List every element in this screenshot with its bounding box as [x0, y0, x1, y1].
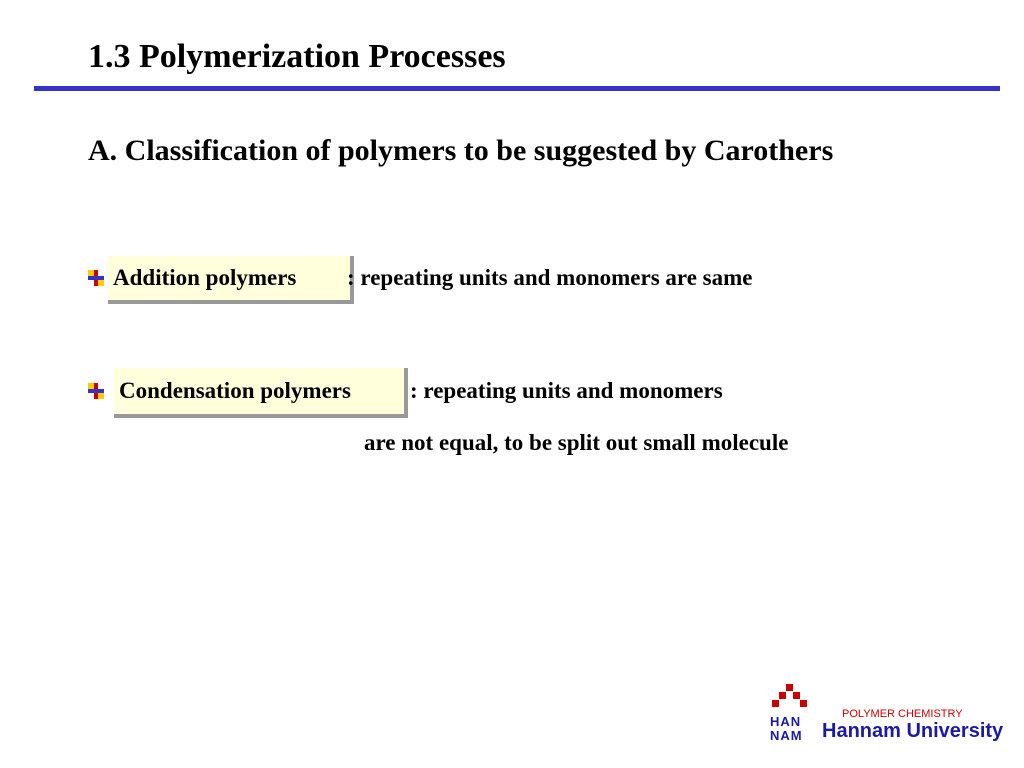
condensation-polymers-desc-continued: are not equal, to be split out small molecule: [364, 430, 789, 455]
bullet-1-icon: [88, 270, 104, 286]
addition-polymers-desc: : repeating units and monomers are same: [347, 265, 753, 290]
title-underline: [34, 86, 1000, 91]
addition-polymers-term: Addition polymers: [113, 265, 297, 290]
slide-subtitle: A. Classification of polymers to be suggested by Carothers: [88, 134, 834, 167]
condensation-polymers-desc: : repeating units and monomers: [410, 378, 723, 403]
slide-title: 1.3 Polymerization Processes: [88, 38, 506, 75]
condensation-polymers-term: Condensation polymers: [119, 378, 351, 403]
hannam-logo-mark: [772, 684, 812, 716]
logo-nam-text: NAM: [770, 728, 803, 743]
department-label: POLYMER CHEMISTRY: [842, 708, 963, 720]
logo-han-text: HAN: [770, 714, 802, 729]
bullet-2-icon: [88, 383, 104, 399]
university-label: Hannam University: [822, 720, 1004, 742]
